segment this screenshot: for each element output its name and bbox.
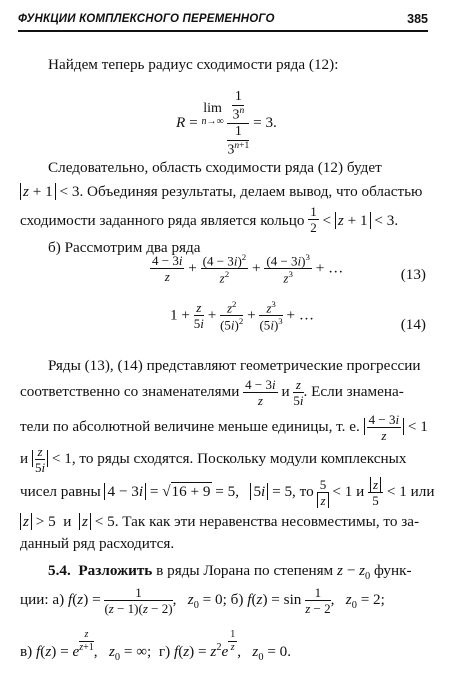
formula-radius: R = lim n→∞ $\frac{\frac{1}{3^n}}{\frac{1}{3^{n+1}}}$ = 3. (176, 89, 277, 158)
paragraph-line: данный ряд расходится. (20, 535, 175, 552)
exercise-keyword: Разложить (78, 562, 153, 579)
exercise-line: в) f(z) = e $^{\frac{z}{z+1}}$ , $z_0$ = ∞; г) $f(z) = z^2e$ $^{\frac{1}{z}}$ , $z_0 = 0$. (20, 629, 292, 663)
paragraph-line-text: тели по абсолютной величине меньше единицы, т. е. (20, 417, 360, 435)
paragraph-line-text: в) (20, 642, 33, 660)
paragraph-line: соответственно со знаменателями $\frac{4 - 3i}{z}$ и $\frac{z}{5i}$ . Если знамена- (20, 377, 404, 408)
paragraph-line-text: сходимости заданного ряда является кольцо (20, 211, 305, 229)
paragraph-line-text: или (410, 482, 435, 500)
paragraph-line-text: б) (230, 590, 244, 608)
paragraph-line: сходимости заданного ряда является кольцо $\frac{1}{2}$ < z + 1 < 3. (20, 204, 399, 235)
page-number: 385 (407, 12, 428, 26)
paragraph-line-text: , то ряды сходятся. Поскольку модули комплексных (71, 449, 407, 467)
equation-number: (13) (400, 266, 426, 283)
paragraph-line: б) Рассмотрим два ряда (48, 239, 201, 256)
paragraph-line-text: соответственно со знаменателями (20, 382, 240, 400)
paragraph-line-text: то (299, 482, 314, 500)
paragraph-line: и $\frac{z}{5i}$ < 1, то ряды сходятся. Поскольку модули комплексных (20, 444, 407, 475)
equation-14: 1 + $\frac{z}{5i}$ + $\frac{z^2}{(5i)^2}$ + $\frac{z^3}{(5i)^3}$ + … (170, 299, 315, 333)
paragraph-line-text: и (20, 449, 29, 467)
paragraph-line-text: < 3. Объединяя результаты, делаем вывод, что областью (59, 183, 423, 200)
paragraph-line-text: и (281, 382, 290, 400)
exercise-line: 5.4. Разложить в ряды Лорана по степеням $z - z_0$ функ- (48, 562, 412, 583)
exercise-number: 5.4. (48, 562, 71, 579)
paragraph-line: Следовательно, область сходимости ряда (12) будет (48, 159, 382, 176)
paragraph-line: z > 5 и z < 5. Так как эти неравенства несовместимы, то за- (20, 514, 419, 529)
equation-13: $\frac{4 - 3i}{z}$ + $\frac{(4 - 3i)^2}{z^2}$ + $\frac{(4 - 3i)^3}{z^3}$ + … (152, 252, 344, 286)
paragraph-line-text: г) (158, 642, 171, 660)
paragraph-line-text: функ- (373, 562, 412, 579)
paragraph-line: Ряды (13), (14) представляют геометрические прогрессии (48, 357, 421, 374)
paragraph-line-text: ции: а) (20, 590, 65, 608)
paragraph-line: Найдем теперь радиус сходимости ряда (12): (48, 56, 339, 73)
paragraph-line-text: . Так как эти неравенства несовместимы, то за- (114, 513, 420, 530)
paragraph-line-text: . Если знамена- (303, 382, 404, 400)
exercise-line: ции: а) f(z) = $\frac{1}{(z - 1)(z - 2)}$ , $z_0 = 0$; б) f(z) = sin $\frac{1}{z - 2}$ , $z_0 = 2$; (20, 585, 385, 616)
equation-number: (14) (400, 316, 426, 333)
header-rule (18, 30, 428, 32)
paragraph-line: чисел равны 4 − 3i = √16 + 9 = 5, 5i = 5, то $\frac{5}{z}$ < 1 и $\frac{z}{5}$ < 1 или (20, 477, 435, 508)
paragraph-line: z + 1 < 3. Объединяя результаты, делаем вывод, что областью (20, 184, 422, 199)
running-header-title: ФУНКЦИИ КОМПЛЕКСНОГО ПЕРЕМЕННОГО (18, 13, 275, 25)
paragraph-line: тели по абсолютной величине меньше единицы, т. е. $\frac{4 - 3i}{z}$ < 1 (20, 412, 428, 443)
paragraph-line-text: чисел равны (20, 482, 101, 500)
paragraph-line-text: в ряды Лорана по степеням (156, 562, 334, 579)
